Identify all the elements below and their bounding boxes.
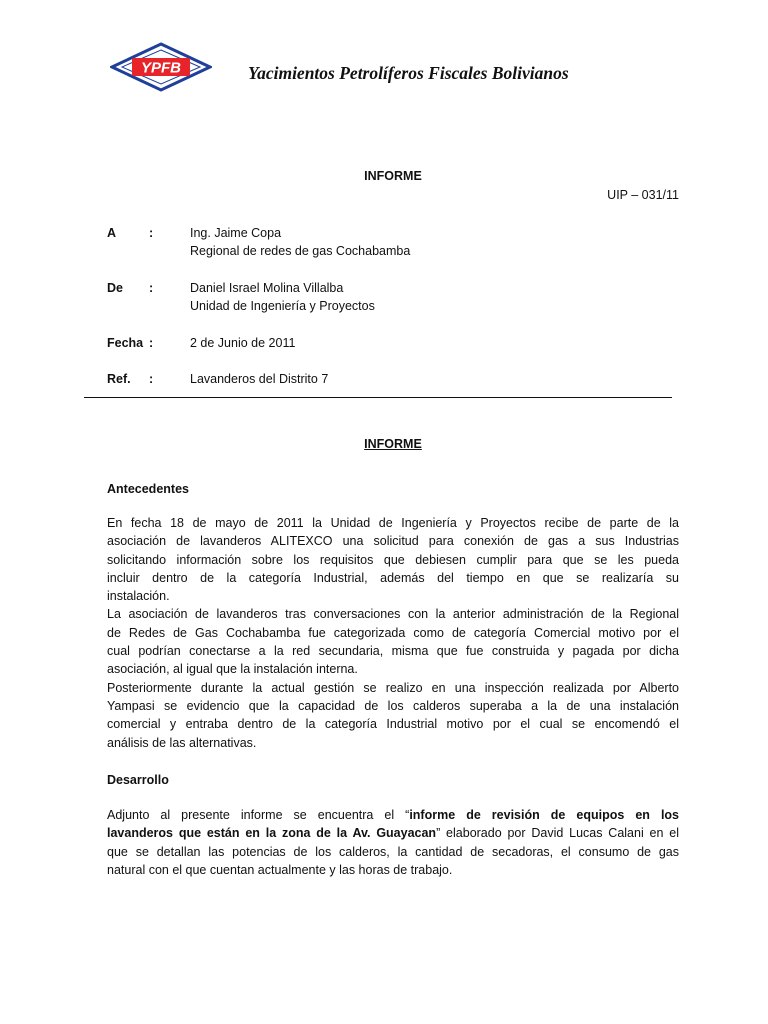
- text-run: Adjunto al presente informe se encuentra el “: [107, 808, 410, 822]
- desarrollo-paragraph: [107, 806, 679, 879]
- text-line: Posteriormente durante la actual gestión se realizo en una inspección realizada por Alberto: [107, 680, 679, 695]
- text-line: instalación.: [107, 589, 170, 604]
- to-office: Regional de redes de gas Cochabamba: [190, 244, 411, 258]
- text-line: incluir dentro de la categoría Industrial, además del tiempo en que se realizaría su: [107, 570, 679, 585]
- antecedentes-paragraph: [107, 514, 679, 752]
- date-value: 2 de Junio de 2011: [190, 336, 296, 350]
- text-line: [107, 824, 679, 842]
- text-line: que se detallan las potencias de los calderos, la cantidad de secadoras, el consumo de gas: [107, 844, 679, 859]
- text-line: En fecha 18 de mayo de 2011 la Unidad de Ingeniería y Proyectos recibe de parte de la: [107, 516, 679, 530]
- text-line: comercial y entraba dentro de la categoría Industrial motivo por el cual se encomendó el: [107, 717, 679, 732]
- text-line: de Redes de Gas Cochabamba fue categorizada como de categoría Comercial motivo por el: [107, 625, 679, 640]
- ref-label: Ref.: [107, 372, 131, 386]
- text-line: natural con el que cuentan actualmente y las horas de trabajo.: [107, 862, 453, 877]
- organization-name: Yacimientos Petrolíferos Fiscales Bolivianos: [248, 63, 569, 83]
- text-run: ” elaborado por David Lucas Calani en el: [436, 826, 680, 841]
- text-line: asociación, al igual que la instalación interna.: [107, 662, 358, 677]
- ypfb-logo: [110, 42, 212, 92]
- text-line: solicitando información sobre los requisitos que debiesen cumplir para que se les pueda: [107, 552, 679, 567]
- text-line: [107, 806, 679, 824]
- reference-code: UIP – 031/11: [607, 188, 679, 202]
- desarrollo-heading: Desarrollo: [107, 773, 169, 787]
- text-line: asociación de lavanderos ALITEXCO una solicitud para conexión de gas a sus Industrias: [107, 534, 679, 549]
- text-line: análisis de las alternativas.: [107, 735, 257, 750]
- from-colon: :: [149, 281, 154, 295]
- to-name: Ing. Jaime Copa: [190, 226, 282, 240]
- to-label: A: [107, 226, 117, 240]
- date-label: Fecha: [107, 336, 144, 350]
- text-line: Yampasi se evidencio que la capacidad de los calderos superaba a la de una instalación: [107, 698, 679, 713]
- from-unit: Unidad de Ingeniería y Proyectos: [190, 299, 375, 313]
- bold-run: lavanderos que están en la zona de la Av. Guayacan: [107, 826, 437, 841]
- text-line: La asociación de lavanderos tras conversaciones con la anterior administración de la Regional: [107, 607, 679, 622]
- logo-text: YPFB: [140, 59, 182, 77]
- ref-colon: :: [149, 372, 154, 386]
- from-label: De: [107, 281, 123, 295]
- to-colon: :: [149, 226, 154, 240]
- bold-run: informe de revisión de equipos en los: [409, 808, 679, 822]
- report-title: INFORME: [364, 437, 422, 451]
- ref-value: Lavanderos del Distrito 7: [190, 372, 329, 386]
- date-colon: :: [149, 336, 154, 350]
- memo-title: INFORME: [364, 169, 422, 183]
- text-line: cual podrían conectarse a la red secundaria, misma que fue construida y pagada por dicha: [107, 644, 679, 659]
- from-name: Daniel Israel Molina Villalba: [190, 281, 344, 295]
- antecedentes-heading: Antecedentes: [107, 482, 189, 496]
- header-divider: [84, 397, 672, 398]
